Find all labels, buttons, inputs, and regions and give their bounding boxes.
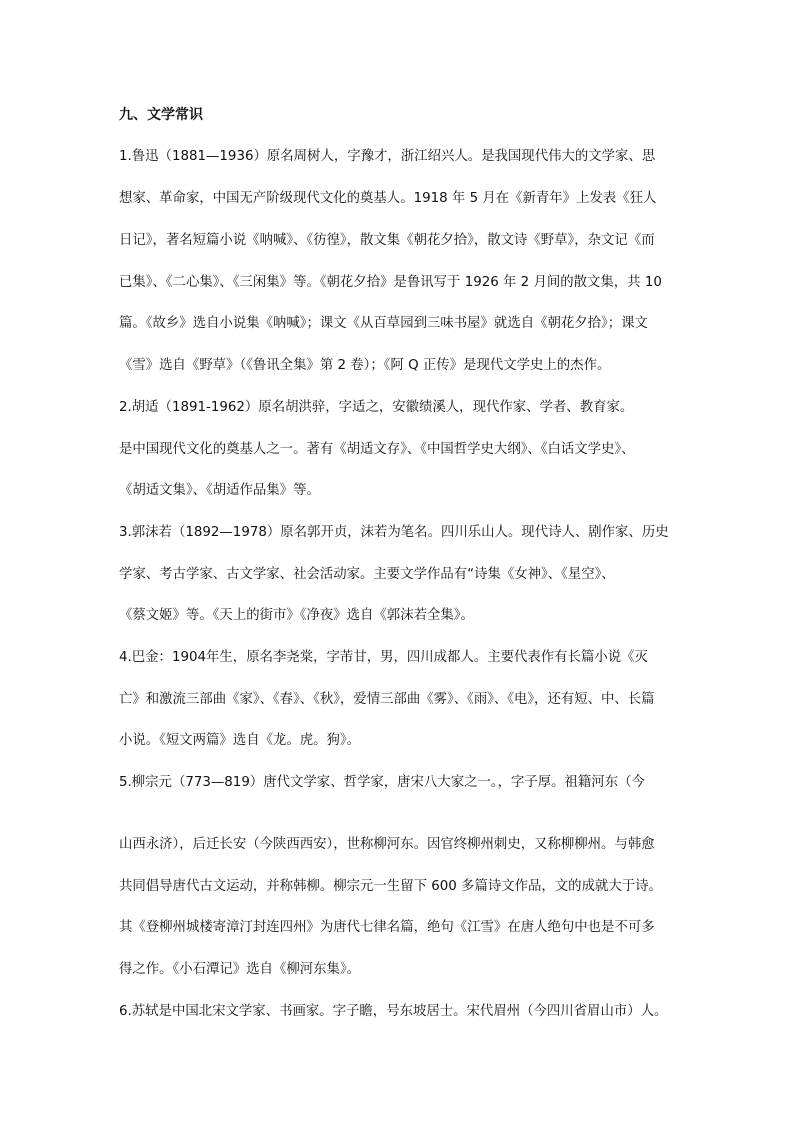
text-line: 6.苏轼是中国北宋文学家、书画家。字子瞻，号东坡居士。宋代眉州（今四川省眉山市）人。 xyxy=(119,1004,668,1019)
text-line: 亡》和激流三部曲《家》、《春》、《秋》，爱情三部曲《雾》、《雨》、《电》，还有短、中、长篇 xyxy=(119,692,655,707)
text-line: 《胡适文集》、《胡适作品集》等。 xyxy=(119,483,320,498)
text-line: 小说。《短文两篇》选自《龙。虎。狗》。 xyxy=(119,733,361,748)
text-line: 得之作。《小石潭记》选自《柳河东集》。 xyxy=(119,962,361,977)
text-line: 《蔡文姬》等。《天上的街市》《净夜》选自《郭沫若全集》。 xyxy=(119,608,474,623)
text-line: 5.柳宗元（773—819）唐代文学家、哲学家，唐宋八大家之一。，字子厚。祖籍河东（今 xyxy=(119,775,645,790)
text-line: 想家、革命家，中国无产阶级现代文化的奠基人。1918 年 5 月在《新青年》上发表《狂人 xyxy=(119,191,657,206)
section-heading: 九、文学常识 xyxy=(119,107,203,123)
text-line: 山西永济），后迁长安（今陕西西安），世称柳河东。因官终柳州刺史，又称柳柳州。与韩愈 xyxy=(119,837,655,852)
text-line: 学家、考古学家、古文学家、社会活动家。主要文学作品有“诗集《女神》、《星空》、 xyxy=(119,567,615,582)
text-line: 《雪》选自《野草》（《鲁讯全集》第 2 卷）；《阿 Q 正传》是现代文学史上的杰作。 xyxy=(119,358,611,373)
text-line: 2.胡适（1891-1962）原名胡洪骍，字适之，安徽绩溪人，现代作家、学者、教育家。 xyxy=(119,400,634,415)
text-line: 篇。《故乡》选自小说集《呐喊》；课文《从百草园到三味书屋》就选自《朝花夕拾》；课文 xyxy=(119,316,648,331)
text-line: 1.鲁迅（1881—1936）原名周树人，字豫才，浙江绍兴人。是我国现代伟大的文学家、思 xyxy=(119,149,656,164)
text-line: 已集》、《二心集》、《三闲集》等。《朝花夕拾》是鲁讯写于 1926 年 2 月间的散文集，共 10 xyxy=(119,275,662,290)
text-line: 共同倡导唐代古文运动，并称韩柳。柳宗元一生留下 600 多篇诗文作品，文的成就大于诗。 xyxy=(119,879,662,894)
text-line: 日记》，著名短篇小说《呐喊》、《彷徨》，散文集《朝花夕拾》，散文诗《野草》，杂文记《而 xyxy=(119,233,655,248)
text-line: 其《登柳州城楼寄漳汀封连四州》为唐代七律名篇，绝句《江雪》在唐人绝句中也是不可多 xyxy=(119,920,655,935)
text-line: 是中国现代文化的奠基人之一。著有《胡适文存》、《中国哲学史大纲》、《白话文学史》、 xyxy=(119,442,635,457)
text-line: 4.巴金：1904年生，原名李尧棠，字芾甘，男，四川成都人。主要代表作有长篇小说《灭 xyxy=(119,650,648,665)
text-line: 3.郭沫若（1892—1978）原名郭开贞，沫若为笔名。四川乐山人。现代诗人、剧作家、历史 xyxy=(119,525,669,540)
